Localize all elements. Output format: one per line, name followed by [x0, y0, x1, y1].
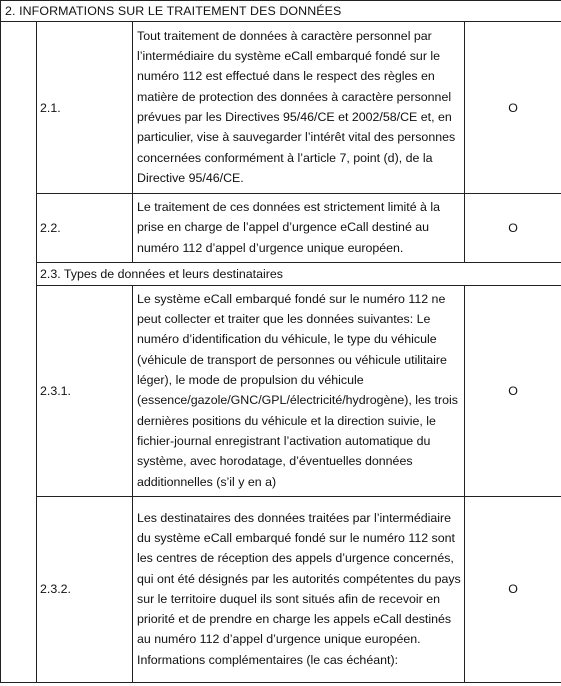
row-flag: O — [465, 194, 561, 263]
section-header-row — [1, 1, 561, 22]
row-number: 2.1. — [37, 22, 133, 194]
table-row — [1, 22, 561, 194]
row-flag: O — [465, 496, 561, 682]
row-number: 2.3.2. — [37, 496, 133, 682]
row-text: Les destinataires des données traitées par l’intermédiaire du système eCall embarqué fondé sur le numéro 112 sont les centres de réception des appels d’urgence concernés, qui ont été désignés par les autorités compétentes du pays sur le territoire duquel ils sont situés afin de recevoir en priorité et de prendre en charge les appels eCall destinés au numéro 112 d’appel d’urgence unique européen. Informations complémentaires (le cas échéant): — [133, 496, 465, 682]
table-row — [1, 285, 561, 496]
row-number: 2.3.1. — [37, 285, 133, 496]
row-text: Le traitement de ces données est strictement limité à la prise en charge de l’appel d’urgence eCall destiné au numéro 112 d’appel d’urgence unique européen. — [133, 194, 465, 263]
section-title: 2. INFORMATIONS SUR LE TRAITEMENT DES DONNÉES — [1, 1, 561, 22]
row-text: Le système eCall embarqué fondé sur le numéro 112 ne peut collecter et traiter que les données suivantes: Le numéro d’identification du véhicule, le type du véhicule (véhicule de transport de personnes ou véhicule utilitaire léger), le mode de propulsion du véhicule (essence/gazole/GNC/GPL/électricité/hydrogène), les trois dernières positions du véhicule et la direction suivie, le fichier-journal enregistrant l’activation automatique du système, avec horodatage, d’éventuelles données additionnelles (s’il y en a) — [133, 285, 465, 496]
row-text: Tout traitement de données à caractère personnel par l’intermédiaire du système eCall embarqué fondé sur le numéro 112 est effectué dans le respect des règles en matière de protection des données à caractère personnel prévues par les Directives 95/46/CE et 2002/58/CE et, en particulier, vise à sauvegarder l’intérêt vital des personnes concernées conformément à l’article 7, point (d), de la Directive 95/46/CE. — [133, 22, 465, 194]
table-row — [1, 194, 561, 263]
row-flag: O — [465, 22, 561, 194]
indent-gutter — [1, 22, 37, 683]
subsection-title: 2.3. Types de données et leurs destinataires — [37, 262, 561, 285]
table-row — [1, 496, 561, 682]
row-flag: O — [465, 285, 561, 496]
subsection-header-row — [1, 262, 561, 285]
row-number: 2.2. — [37, 194, 133, 263]
